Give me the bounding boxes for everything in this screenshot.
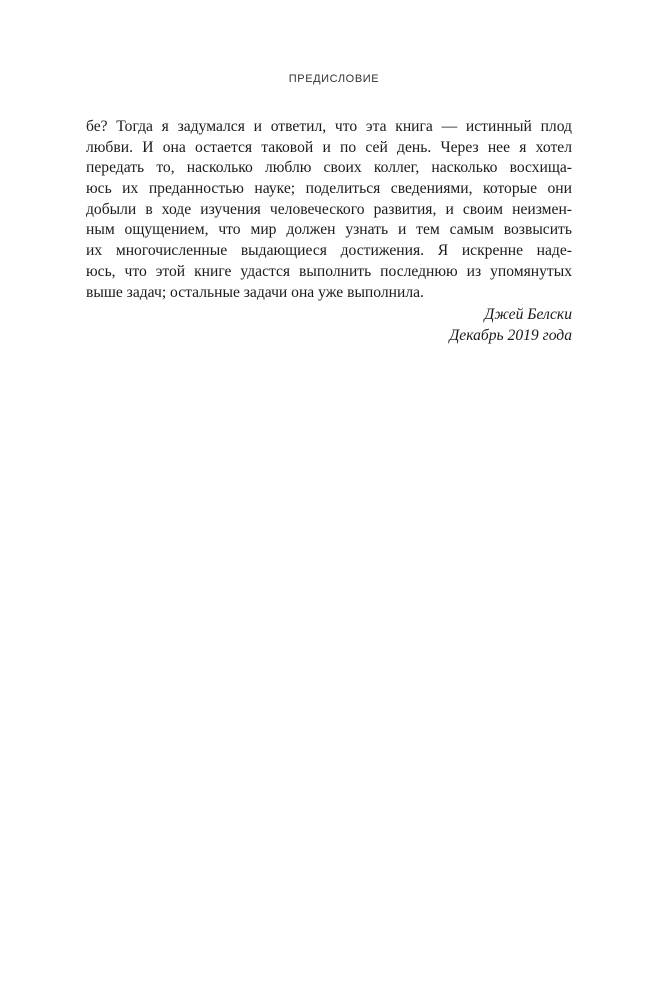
paragraph-line: любви. И она остается таковой и по сей день. Через нее я хотел	[86, 138, 572, 156]
signature-author: Джей Белски	[484, 306, 572, 324]
paragraph-line: бе? Тогда я задумался и ответил, что эта книга — истинный плод	[86, 118, 572, 135]
preface-text	[86, 117, 572, 346]
paragraph-line: ным ощущением, что мир должен узнать и тем самым возвысить	[86, 221, 572, 239]
paragraph-line: юсь, что этой книге удастся выполнить последнюю из упомянутых	[86, 262, 572, 280]
paragraph-line: юсь их преданностью науке; поделиться сведениями, которые они	[86, 180, 572, 198]
paragraph-line: выше задач; остальные задачи она уже выполнила.	[86, 283, 424, 301]
running-header: ПРЕДИСЛОВИЕ	[288, 73, 380, 85]
paragraph-line: передать то, насколько люблю своих коллег, насколько восхища-	[86, 159, 572, 177]
paragraph-line: добыли в ходе изучения человеческого развития, и своим неизмен-	[86, 200, 572, 218]
paragraph-line: их многочисленные выдающиеся достижения. Я искренне наде-	[86, 242, 572, 260]
signature-date: Декабрь 2019 года	[449, 327, 572, 345]
